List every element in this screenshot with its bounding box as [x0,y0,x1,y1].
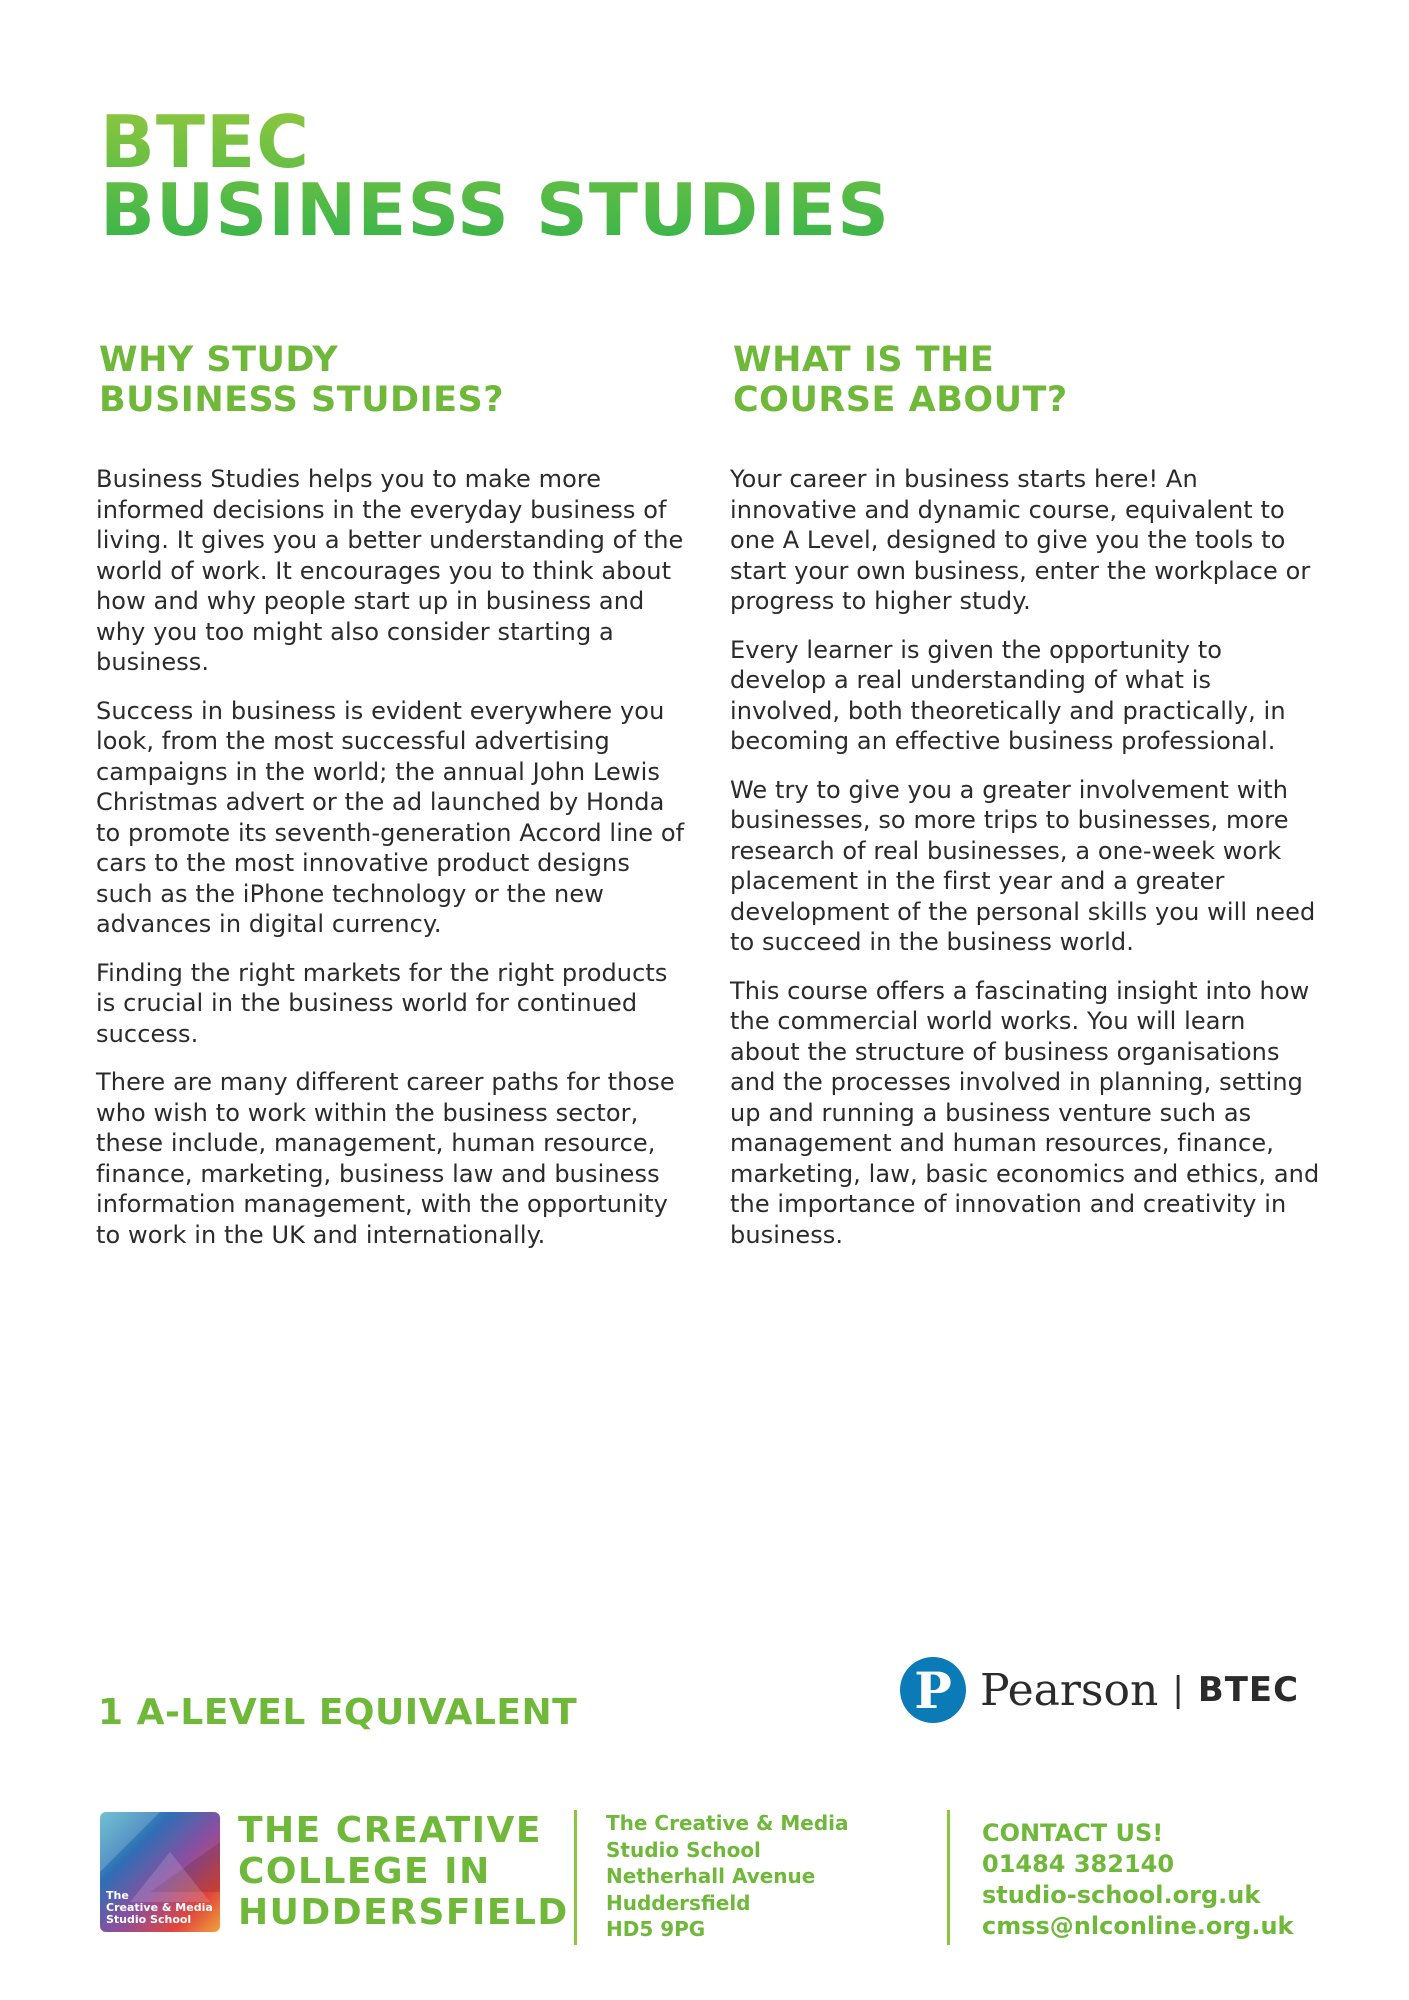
why-study-paragraph-2: Success in business is evident everywhere you look, from the most successful advertising campaigns in the world; the annual John Lewis Christmas advert or the ad launched by Honda to promote its seventh-generation Accord line of cars to the most innovative product designs such as the iPhone technology or the new advances in digital currency. [96,696,685,938]
a-level-equivalent-label: 1 A-LEVEL EQUIVALENT [98,1692,578,1733]
school-address [606,1810,849,1943]
address-postcode: HD5 9PG [606,1917,706,1941]
why-study-section [96,340,686,1268]
why-study-heading-line-1: WHY STUDY [99,340,339,380]
logo-text-line-3: Studio School [106,1913,192,1926]
page-title [100,100,890,252]
college-name-line-2: COLLEGE IN [238,1851,491,1892]
logo-text-line-1: The [106,1889,129,1902]
pearson-btec-logo [900,1650,1299,1730]
college-name-line-3: HUDDERSFIELD [238,1892,569,1933]
contact-heading: CONTACT US! [982,1819,1164,1847]
page-title-line-1: BTEC [100,100,311,184]
course-about-paragraph-1: Your career in business starts here! An innovative and dynamic course, equivalent to one A Level, designed to give you the tools to start your own business, enter the workplace or progress to higher study. [730,465,1311,615]
course-about-section [730,340,1320,1268]
college-name-line-1: THE CREATIVE [238,1810,543,1851]
footer-divider-1 [574,1810,577,1945]
why-study-heading [99,340,686,420]
course-about-heading [733,340,1320,420]
address-line-3: Netherhall Avenue [606,1864,816,1888]
address-line-2: Studio School [606,1837,761,1862]
contact-block [982,1818,1294,1942]
course-about-paragraph-2: Every learner is given the opportunity to develop a real understanding of what is involved, both theoretically and practically, in becoming an effective business professional. [730,635,1286,755]
contact-email-link[interactable]: cmss@nlconline.org.uk [982,1912,1294,1940]
pearson-mark-icon: P [900,1657,966,1723]
studio-school-logo-text [106,1890,213,1926]
why-study-heading-line-2: BUSINESS STUDIES? [99,380,505,420]
pearson-wordmark: Pearson [980,1664,1159,1716]
btec-wordmark: BTEC [1197,1670,1300,1710]
address-line-1: The Creative & Media [606,1811,849,1835]
college-name [238,1810,569,1933]
contact-phone: 01484 382140 [982,1850,1175,1878]
course-about-paragraph-4: This course offers a fascinating insight into how the commercial world works. You will learn about the structure of business organisations and the processes involved in planning, setting up and running a business venture such as management and human resources, finance, marketing, law, basic economics and ethics, and the importance of innovation and creativity in business. [730,976,1320,1249]
pearson-separator: | [1172,1670,1184,1710]
course-about-heading-line-1: WHAT IS THE [733,340,995,380]
course-about-paragraph-3: We try to give you a greater involvement with businesses, so more trips to businesses, more research of real businesses, a one-week work placement in the first year and a greater development of the personal skills you will need to succeed in the business world. [730,775,1316,956]
logo-text-line-2: Creative & Media [106,1901,213,1914]
why-study-paragraph-1: Business Studies helps you to make more informed decisions in the everyday business of living. It gives you a better understanding of the world of work. It encourages you to think about how and why people start up in business and why you too might also consider starting a business. [96,465,684,676]
why-study-paragraph-4: There are many different career paths for those who wish to work within the business sector, these include, management, human resource, finance, marketing, business law and business information management, with the opportunity to work in the UK and internationally. [96,1068,675,1249]
course-about-heading-line-2: COURSE ABOUT? [733,380,1068,420]
contact-website-link[interactable]: studio-school.org.uk [982,1881,1261,1909]
studio-school-logo [100,1812,220,1932]
address-line-4: Huddersfield [606,1890,751,1915]
footer-divider-2 [947,1810,950,1945]
why-study-paragraph-3: Finding the right markets for the right products is crucial in the business world for continued success. [96,958,668,1048]
page-title-line-2: BUSINESS STUDIES [100,168,890,252]
